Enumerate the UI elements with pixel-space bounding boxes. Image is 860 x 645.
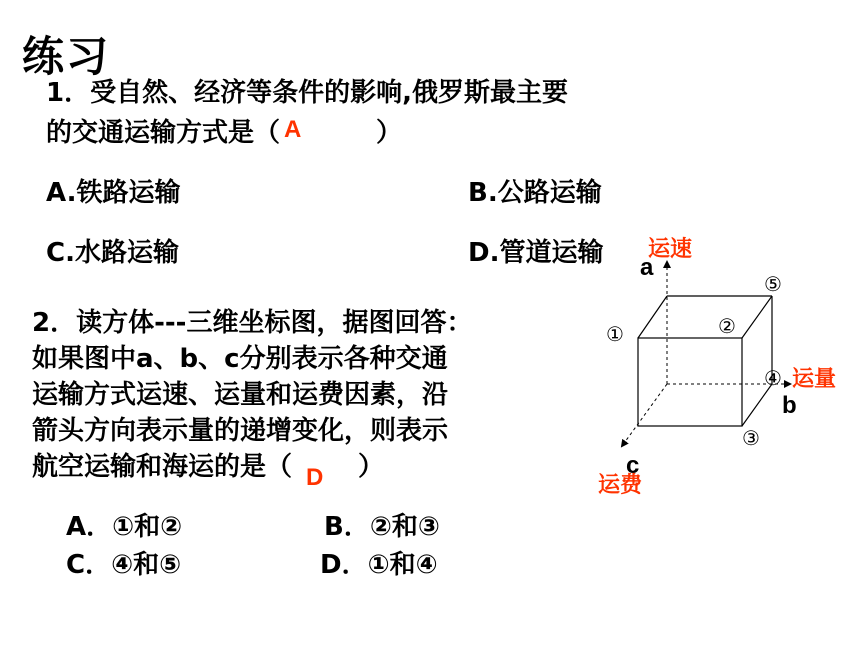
cube-edge-2 bbox=[742, 296, 772, 338]
point-2: ② bbox=[718, 314, 736, 338]
q1-option-a: A.铁路运输 bbox=[46, 178, 181, 208]
q1-answer: A bbox=[284, 116, 302, 143]
q2-answer: D bbox=[306, 464, 324, 491]
axis-c-label: c bbox=[626, 452, 640, 479]
q1-line1: 1．受自然、经济等条件的影响,俄罗斯最主要 bbox=[46, 78, 568, 108]
label-cost: 运费 bbox=[598, 473, 643, 498]
q2-option-c: C．④和⑤ bbox=[66, 550, 182, 580]
q1-option-c: C.水路运输 bbox=[46, 238, 179, 268]
q2-line4: 箭头方向表示量的递增变化，则表示 bbox=[32, 416, 449, 446]
q2-line5-text: 航空运输和海运的是（ bbox=[32, 452, 293, 482]
q2-line5-close: ） bbox=[358, 452, 385, 482]
q2-line3: 运输方式运速、运量和运费因素，沿 bbox=[32, 380, 449, 410]
q2-option-d: D．①和④ bbox=[320, 550, 438, 580]
axis-a-label: a bbox=[640, 254, 654, 281]
point-4: ④ bbox=[764, 366, 782, 390]
q2-line2: 如果图中a、b、c分别表示各种交通 bbox=[32, 344, 448, 374]
q1-line2-text: 的交通运输方式是（ bbox=[46, 118, 281, 148]
axis-b-label: b bbox=[782, 392, 797, 419]
q2-option-b: B．②和③ bbox=[324, 512, 440, 542]
cube-edge-3 bbox=[742, 384, 772, 426]
point-3: ③ bbox=[742, 426, 760, 450]
q1-option-b: B.公路运输 bbox=[468, 178, 602, 208]
cube-front-face bbox=[638, 338, 742, 426]
cube-edge-1 bbox=[638, 296, 667, 338]
q2-line1: 2．读方体---三维坐标图，据图回答： bbox=[32, 308, 473, 338]
axis-c-arrow bbox=[622, 384, 667, 446]
label-speed: 运速 bbox=[648, 237, 693, 262]
q2-option-a: A．①和② bbox=[66, 512, 183, 542]
page-title: 练习 bbox=[22, 32, 111, 81]
q1-line2-close: ） bbox=[376, 118, 403, 148]
q1-option-d: D.管道运输 bbox=[468, 238, 604, 268]
point-1: ① bbox=[606, 322, 624, 346]
point-5: ⑤ bbox=[764, 272, 782, 296]
label-volume: 运量 bbox=[792, 367, 837, 392]
